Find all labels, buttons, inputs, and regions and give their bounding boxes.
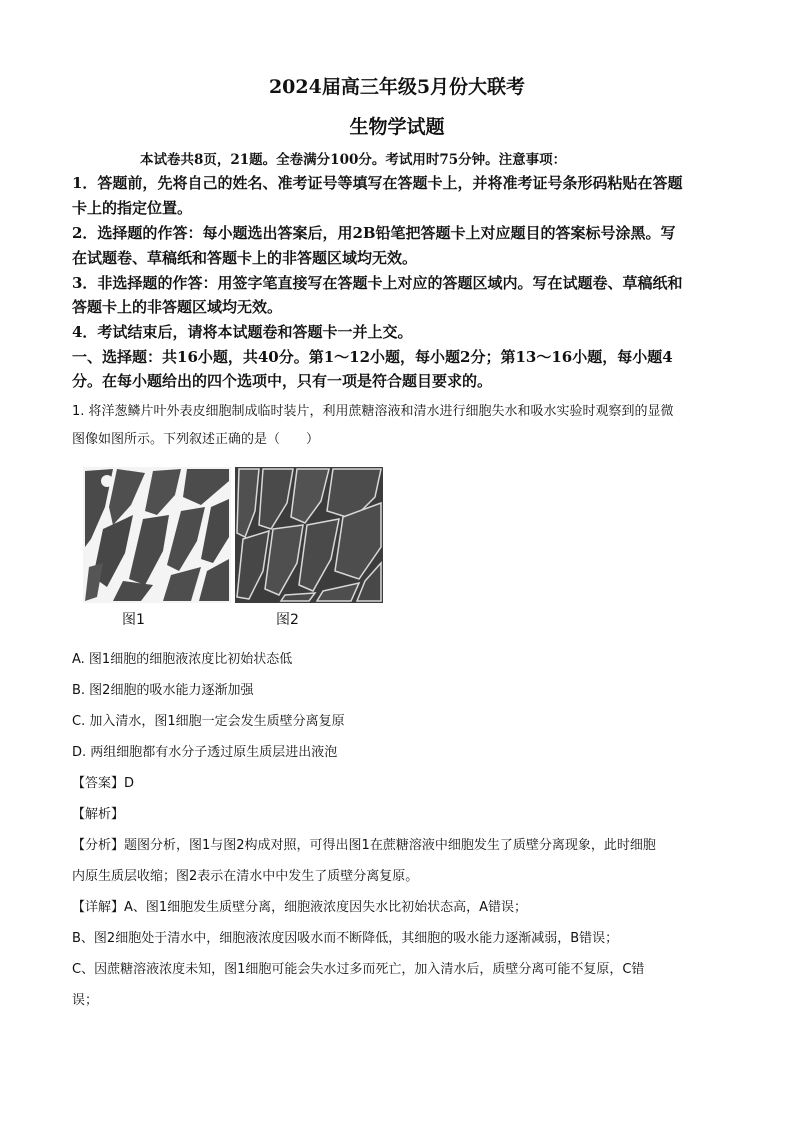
question-1-stem-line-2: 图像如图所示。下列叙述正确的是（ ） xyxy=(72,432,320,447)
exam-subtitle: 生物学试题 xyxy=(349,116,445,138)
note-1-line-1: 1．答题前，先将自己的姓名、准考证号等填写在答题卡上，并将准考证号条形码粘贴在答题 xyxy=(72,174,683,192)
section-heading-line-2: 分。在每小题给出的四个选项中，只有一项是符合题目要求的。 xyxy=(72,372,493,390)
note-1-line-2: 卡上的指定位置。 xyxy=(72,199,193,217)
detail-line-b: B、图2细胞处于清水中，细胞液浓度因吸水而不断降低，其细胞的吸水能力逐渐减弱，B错误； xyxy=(72,931,619,946)
option-c: C. 加入清水，图1细胞一定会发生质壁分离复原 xyxy=(72,714,345,729)
detail-line-a: 【详解】A、图1细胞发生质壁分离，细胞液浓度因失水比初始状态高，A错误； xyxy=(72,900,528,915)
micrograph-panel-1 xyxy=(83,467,231,603)
section-heading-line-1: 一、选择题：共16小题，共40分。第1～12小题，每小题2分；第13～16小题，每小题4 xyxy=(72,348,673,366)
notes-intro: 本试卷共8页，21题。全卷满分100分。考试用时75分钟。注意事项： xyxy=(140,152,567,168)
figure-2-caption: 图2 xyxy=(276,612,299,628)
question-1-stem-line-1: 1. 将洋葱鳞片叶外表皮细胞制成临时装片，利用蔗糖溶液和清水进行细胞失水和吸水实验时观察到的显微 xyxy=(72,404,674,419)
note-2-line-2: 在试题卷、草稿纸和答题卡上的非答题区域均无效。 xyxy=(72,249,418,267)
note-4: 4．考试结束后，请将本试题卷和答题卡一并上交。 xyxy=(72,323,413,341)
micrograph-figure xyxy=(83,467,383,603)
detail-line-c-1: C、因蔗糖溶液浓度未知，图1细胞可能会失水过多而死亡，加入清水后，质壁分离可能不复原，C错 xyxy=(72,962,645,977)
micrograph-panel-2 xyxy=(235,467,383,603)
analysis-line-2: 内原生质层收缩；图2表示在清水中中发生了质壁分离复原。 xyxy=(72,869,419,884)
option-d: D. 两组细胞都有水分子透过原生质层进出液泡 xyxy=(72,745,338,760)
option-b: B. 图2细胞的吸水能力逐渐加强 xyxy=(72,683,254,698)
note-3-line-2: 答题卡上的非答题区域均无效。 xyxy=(72,298,283,316)
exam-title: 2024届高三年级5月份大联考 xyxy=(268,76,526,98)
analysis-heading: 【解析】 xyxy=(72,807,125,822)
micrograph-panels xyxy=(83,467,383,603)
answer-label: 【答案】D xyxy=(72,776,135,791)
detail-line-c-2: 误； xyxy=(72,993,99,1008)
analysis-line-1: 【分析】题图分析，图1与图2构成对照，可得出图1在蔗糖溶液中细胞发生了质壁分离现象，此时细胞 xyxy=(72,838,656,853)
option-a: A. 图1细胞的细胞液浓度比初始状态低 xyxy=(72,652,293,667)
figure-1-caption: 图1 xyxy=(122,612,145,628)
note-2-line-1: 2．选择题的作答：每小题选出答案后，用2B铅笔把答题卡上对应题目的答案标号涂黑。写 xyxy=(72,224,676,242)
note-3-line-1: 3．非选择题的作答：用签字笔直接写在答题卡上对应的答题区域内。写在试题卷、草稿纸和 xyxy=(72,274,683,292)
